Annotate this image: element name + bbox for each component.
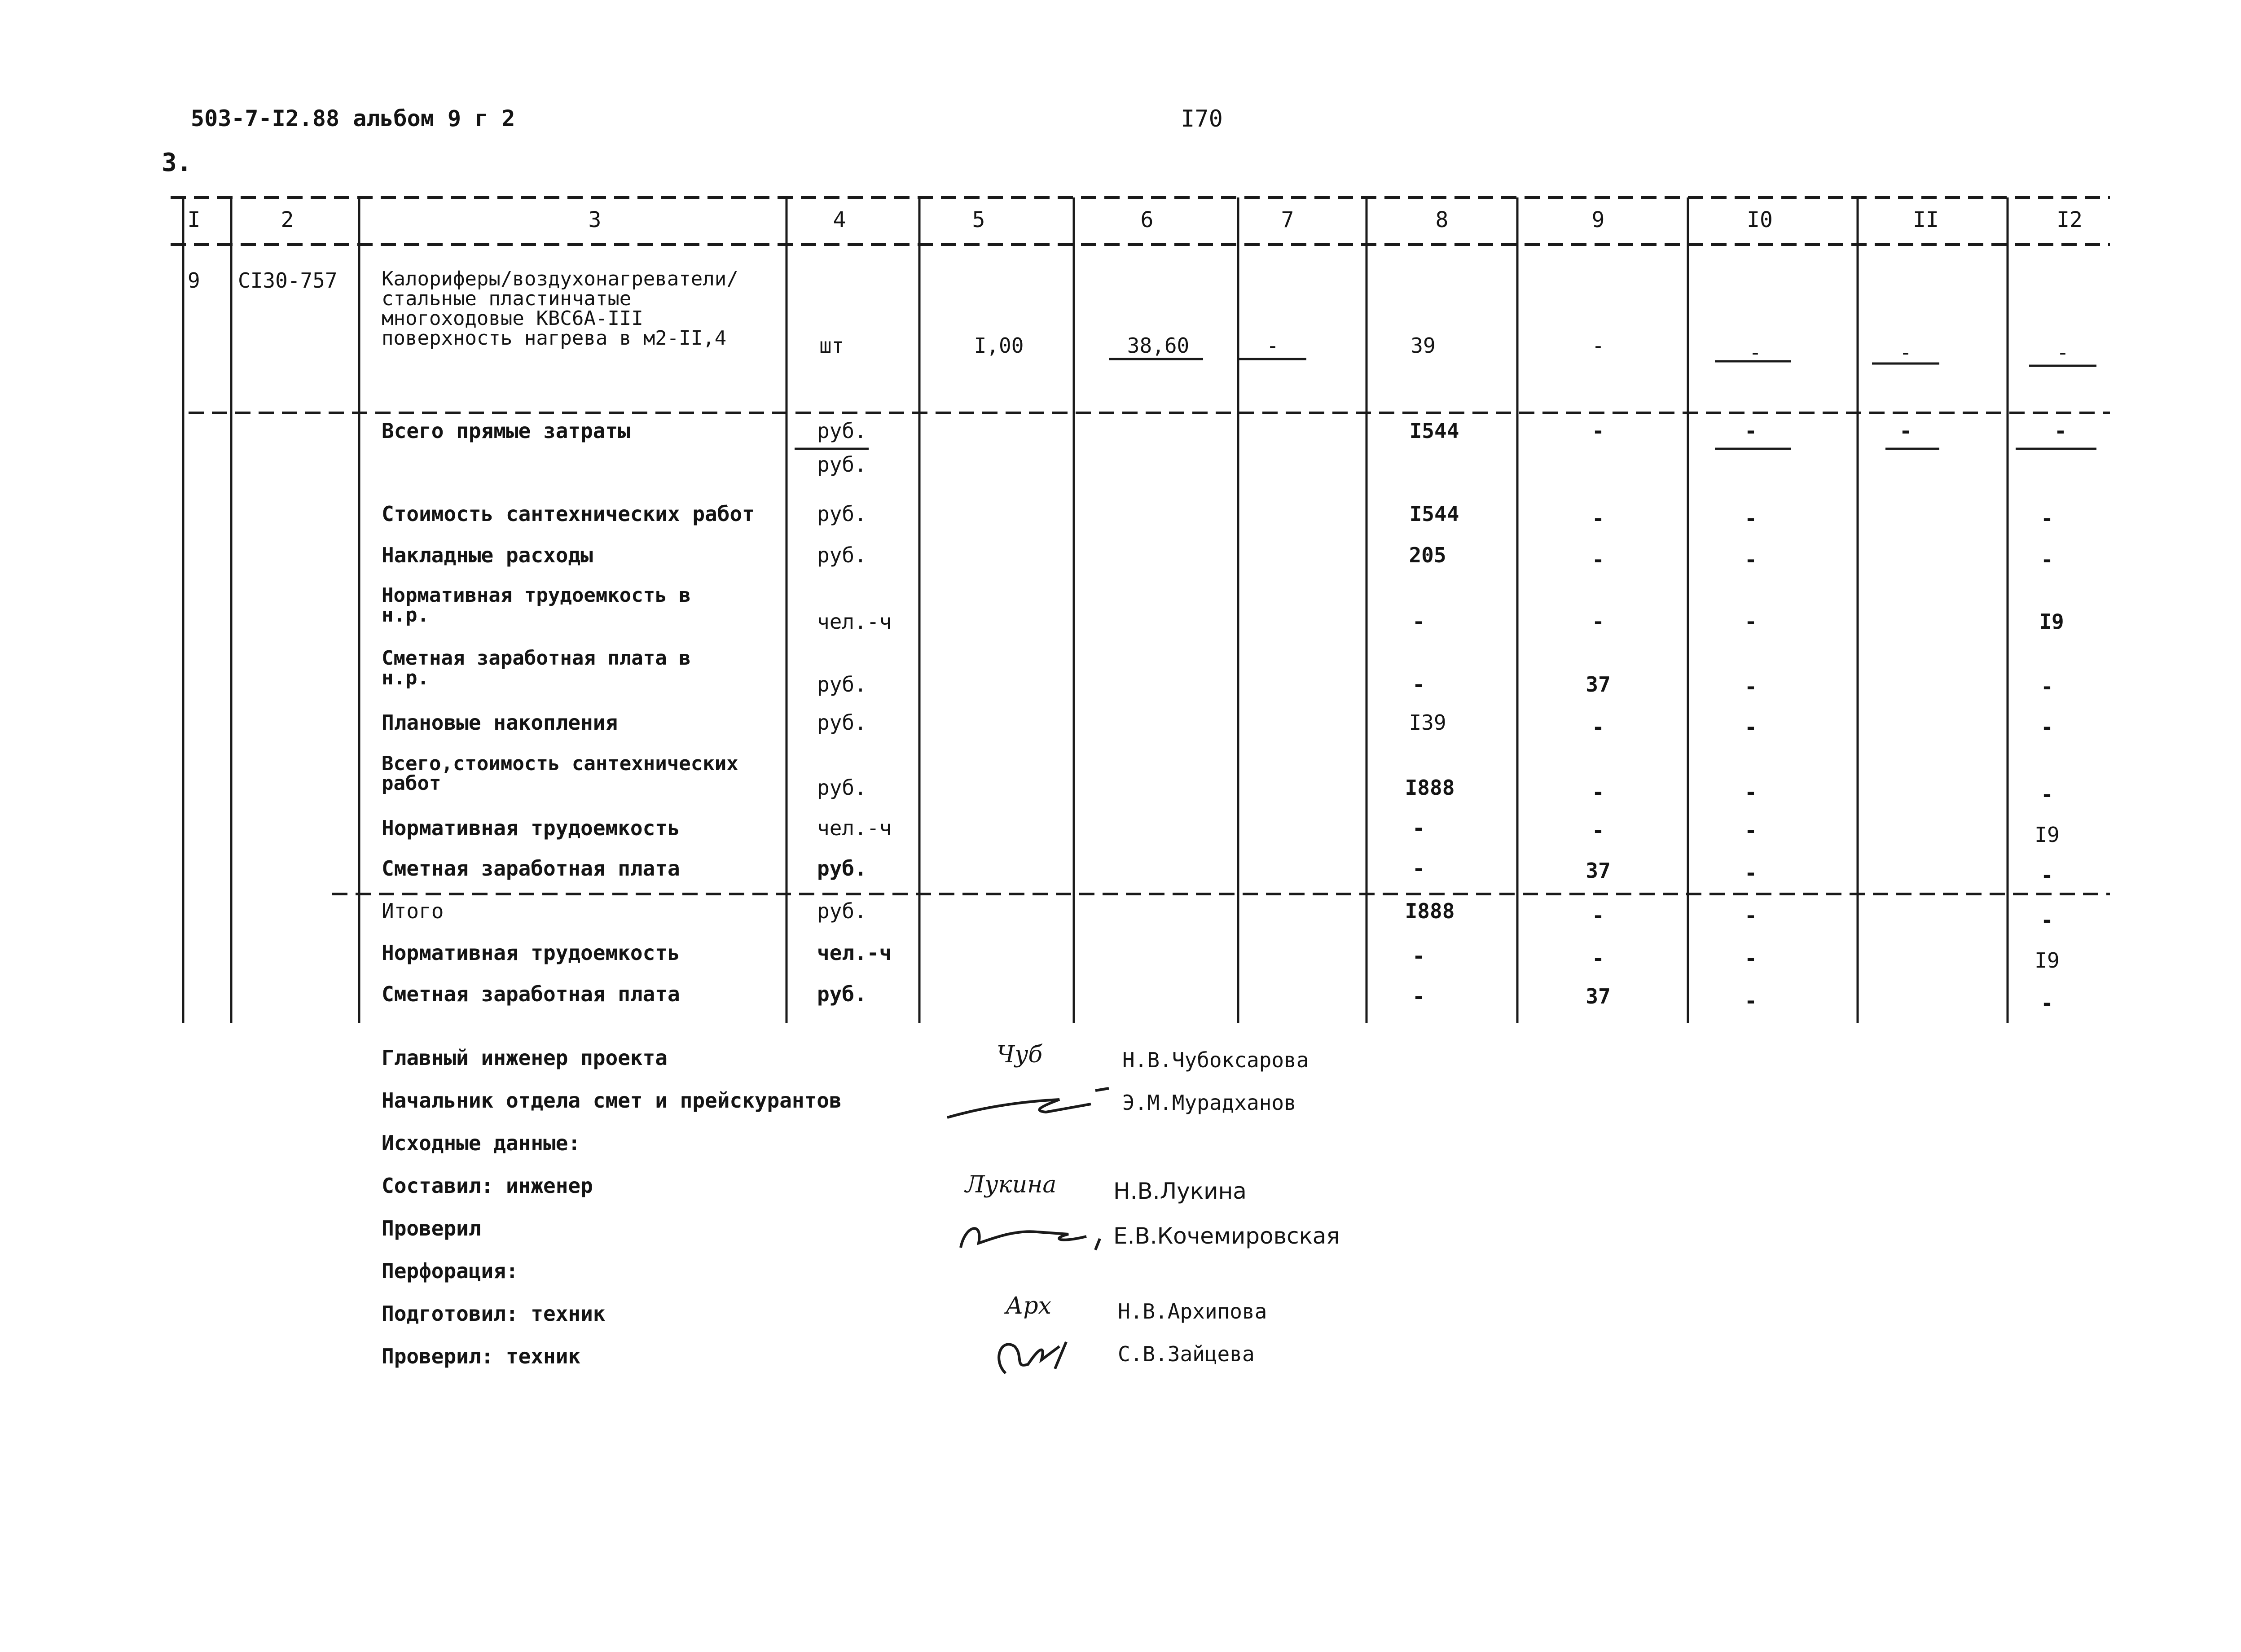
summary-label: Всего,стоимость сантехнических работ	[382, 752, 738, 795]
summary-col9: -	[1592, 609, 1604, 634]
summary-col8: -	[1412, 984, 1425, 1008]
summary-label: Стоимость сантехнических работ	[382, 502, 755, 526]
signatory-name: Н.В.Чубоксарова	[1122, 1048, 1309, 1072]
summary-unit: чел.-ч	[817, 609, 892, 634]
column-header: 7	[1281, 207, 1294, 232]
signature-scribble	[988, 1328, 1077, 1382]
summary-col10: -	[1744, 506, 1757, 530]
document-code: 503-7-I2.88 альбом 9 г 2	[191, 105, 515, 131]
item-col7: -	[1266, 333, 1279, 358]
column-header: I2	[2056, 207, 2083, 232]
summary-col11: -	[1899, 419, 1912, 443]
summary-col8: I888	[1405, 776, 1455, 800]
summary-col8: -	[1412, 609, 1425, 634]
summary-label: Нормативная трудоемкость	[382, 941, 680, 965]
summary-col12: -	[2041, 908, 2053, 932]
summary-col12: -	[2041, 782, 2053, 806]
summary-label: Сметная заработная плата	[382, 982, 680, 1006]
summary-col10: -	[1744, 780, 1757, 804]
summary-col12: -	[2041, 991, 2053, 1015]
column-header: 6	[1140, 207, 1154, 232]
summary-col8: I544	[1409, 419, 1459, 443]
summary-col10: -	[1744, 419, 1757, 443]
summary-unit: руб.	[817, 672, 867, 697]
summary-col10: -	[1744, 989, 1757, 1013]
column-header: I	[187, 207, 201, 232]
item-description: Калориферы/воздухонагреватели/ стальные пластинчатые многоходовые КВС6А-III поверхность нагрева в м2-II,4	[382, 267, 738, 350]
summary-col12: I9	[2034, 948, 2060, 973]
summary-col9: -	[1592, 715, 1604, 739]
summary-label: Накладные расходы	[382, 543, 593, 567]
summary-label: Нормативная трудоемкость в н.р.	[382, 584, 691, 627]
item-price: 38,60	[1127, 333, 1190, 358]
item-total: 39	[1411, 333, 1436, 358]
summary-col9: -	[1592, 548, 1604, 572]
summary-label: Сметная заработная плата в н.р.	[382, 647, 691, 689]
summary-col12: -	[2041, 715, 2053, 739]
item-unit: шт	[819, 333, 844, 358]
summary-unit: руб.	[817, 419, 867, 443]
summary-col8: I888	[1405, 899, 1455, 923]
handwritten-signature: Чуб	[997, 1041, 1043, 1068]
summary-label: Всего прямые затраты	[382, 419, 630, 443]
signatory-name: Н.В.Лукина	[1113, 1178, 1247, 1204]
summary-col10: -	[1744, 861, 1757, 885]
signatory-name: Н.В.Архипова	[1118, 1299, 1267, 1323]
column-header: 9	[1591, 207, 1605, 232]
summary-col9: -	[1592, 506, 1604, 530]
item-quantity: I,00	[974, 333, 1024, 358]
summary-col9: 37	[1586, 984, 1611, 1008]
summary-label: Плановые накопления	[382, 710, 618, 735]
summary-col10: -	[1744, 548, 1757, 572]
summary-col12: -	[2041, 506, 2053, 530]
handwritten-signature: Арх	[1006, 1293, 1051, 1319]
summary-unit: руб.	[817, 710, 867, 735]
column-header: 8	[1435, 207, 1449, 232]
summary-col10: -	[1744, 675, 1757, 699]
summary-unit: чел.-ч	[817, 816, 892, 840]
summary-col9: 37	[1586, 859, 1611, 883]
page-number: I70	[1181, 105, 1223, 132]
item-number: 9	[188, 268, 200, 293]
summary-col12: -	[2041, 863, 2053, 887]
summary-col10: -	[1744, 609, 1757, 634]
signature-role: Проверил	[382, 1216, 481, 1240]
summary-col10: -	[1744, 946, 1757, 970]
summary-unit: руб.	[817, 452, 867, 477]
summary-col8: 205	[1409, 543, 1446, 567]
signature-scribble	[943, 1077, 1113, 1131]
summary-col10: -	[1744, 715, 1757, 739]
summary-col12: I9	[2034, 823, 2060, 847]
item-col9: -	[1592, 333, 1604, 358]
item-col10: -	[1749, 340, 1762, 364]
signature-role: Исходные данные:	[382, 1131, 581, 1155]
signature-role: Перфорация:	[382, 1259, 519, 1283]
summary-col9: -	[1592, 780, 1604, 804]
summary-label: Итого	[382, 899, 444, 923]
column-header: 3	[588, 207, 602, 232]
summary-col10: -	[1744, 903, 1757, 928]
summary-col9: 37	[1586, 672, 1611, 697]
summary-col12: -	[2041, 548, 2053, 572]
signature-role: Начальник отдела смет и прейскурантов	[382, 1088, 842, 1113]
summary-unit: руб.	[817, 982, 867, 1006]
column-header: 5	[972, 207, 985, 232]
summary-col8: -	[1412, 672, 1425, 697]
summary-unit: руб.	[817, 502, 867, 526]
summary-col8: I39	[1409, 710, 1446, 735]
summary-col8: I544	[1409, 502, 1459, 526]
section-number: 3.	[162, 148, 192, 177]
column-header: I0	[1747, 207, 1773, 232]
summary-label: Сметная заработная плата	[382, 856, 680, 881]
summary-col9: -	[1592, 818, 1604, 842]
summary-unit: руб.	[817, 543, 867, 567]
summary-col12: I9	[2039, 609, 2064, 634]
summary-col12: -	[2054, 419, 2067, 443]
signature-role: Главный инженер проекта	[382, 1046, 668, 1070]
summary-col8: -	[1412, 856, 1425, 881]
signature-role: Проверил: техник	[382, 1344, 581, 1368]
signatory-name: Э.М.Мурадханов	[1122, 1091, 1296, 1115]
summary-label: Нормативная трудоемкость	[382, 816, 680, 840]
summary-col9: -	[1592, 903, 1604, 928]
summary-unit: руб.	[817, 776, 867, 800]
summary-unit: руб.	[817, 856, 867, 881]
summary-col8: -	[1412, 944, 1425, 968]
summary-col12: -	[2041, 675, 2053, 699]
column-header: 2	[281, 207, 294, 232]
summary-col8: -	[1412, 816, 1425, 840]
column-header: II	[1913, 207, 1939, 232]
signature-role: Составил: инженер	[382, 1174, 593, 1198]
item-col12: -	[2056, 340, 2069, 364]
summary-unit: руб.	[817, 899, 867, 923]
summary-col9: -	[1592, 419, 1604, 443]
summary-unit: чел.-ч	[817, 941, 892, 965]
summary-col9: -	[1592, 946, 1604, 970]
column-header: 4	[833, 207, 846, 232]
item-code: CI30-757	[238, 268, 338, 293]
signatory-name: С.В.Зайцева	[1118, 1342, 1255, 1366]
item-col11: -	[1899, 340, 1912, 364]
summary-col10: -	[1744, 818, 1757, 842]
handwritten-signature: Лукина	[965, 1171, 1057, 1198]
signatory-name: Е.В.Кочемировская	[1113, 1223, 1340, 1249]
signature-scribble	[952, 1212, 1113, 1261]
signature-role: Подготовил: техник	[382, 1301, 606, 1326]
